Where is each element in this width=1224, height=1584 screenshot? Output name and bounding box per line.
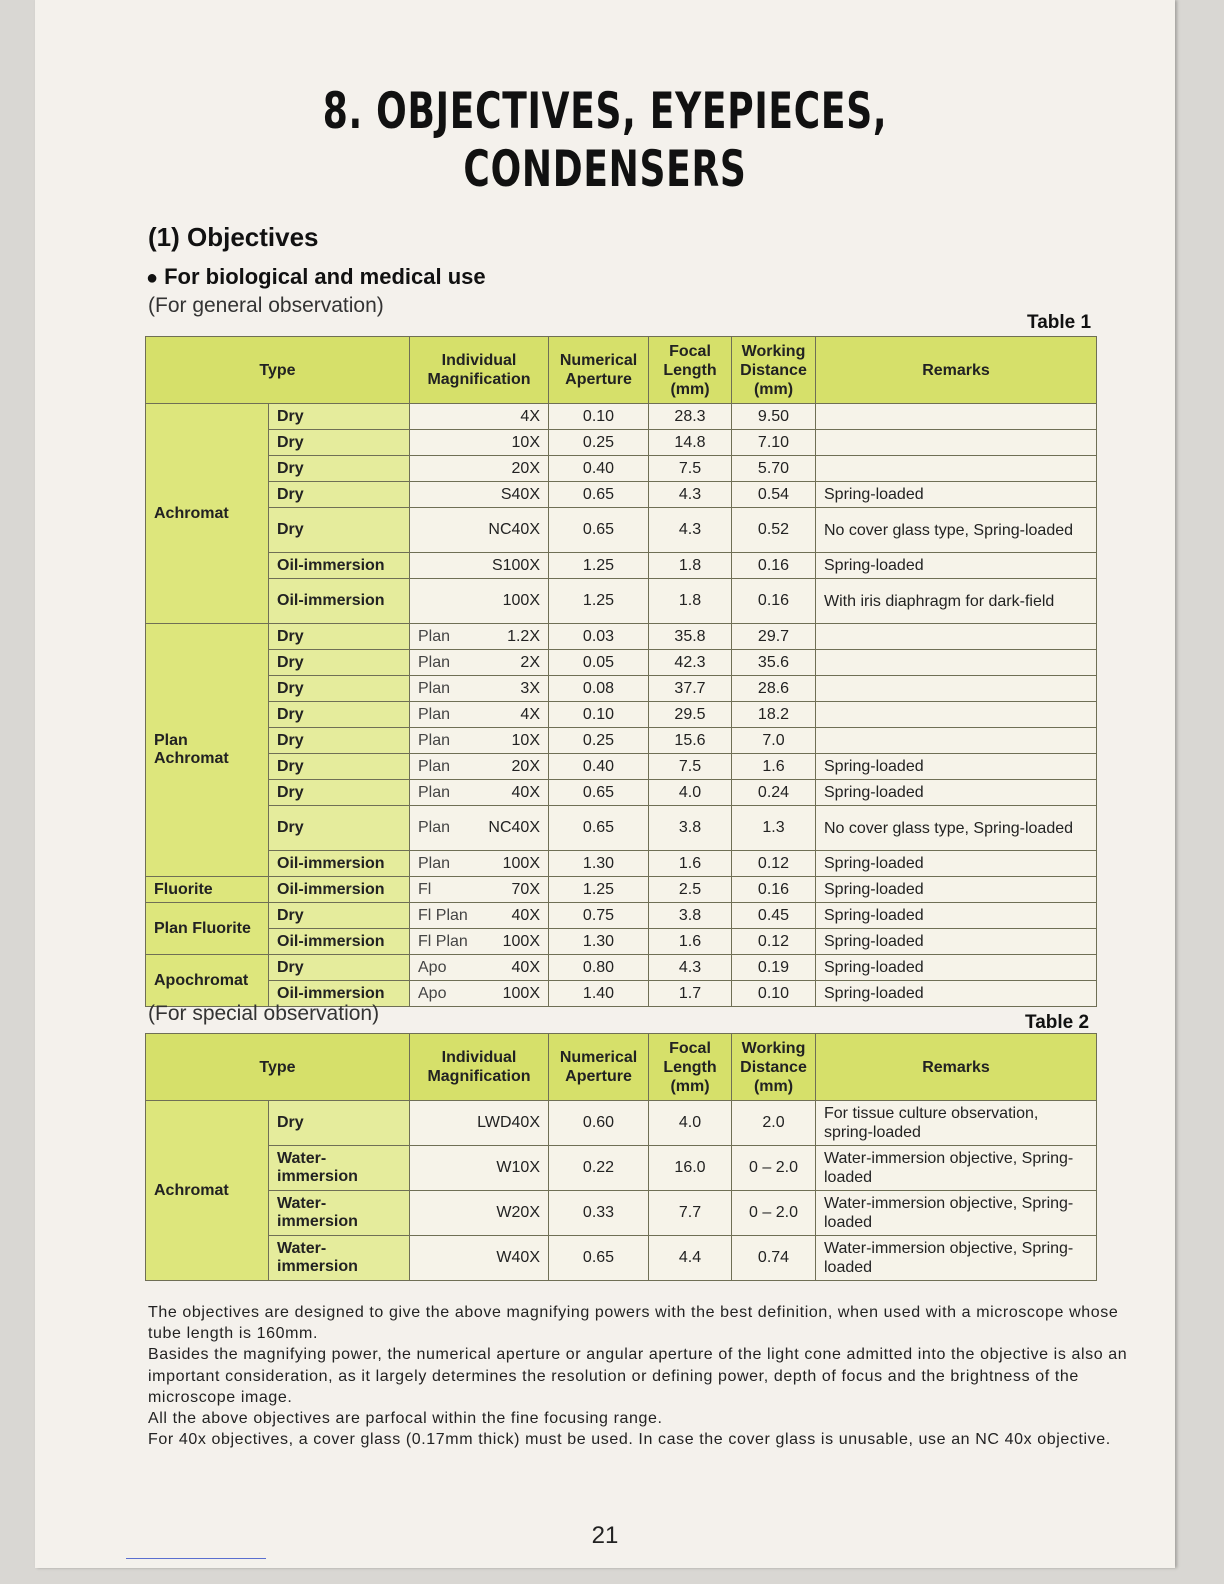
objective-prefix: Plan bbox=[418, 679, 451, 697]
aperture-cell: 0.08 bbox=[549, 676, 649, 702]
working-distance-cell: 0.54 bbox=[732, 482, 816, 508]
aperture-cell: 0.22 bbox=[549, 1146, 649, 1191]
manual-page bbox=[35, 0, 1175, 1568]
working-distance-cell: 0.12 bbox=[732, 929, 816, 955]
remarks-cell: Spring-loaded bbox=[816, 877, 1097, 903]
immersion-type-cell: Dry bbox=[269, 430, 410, 456]
header-remarks: Remarks bbox=[816, 337, 1097, 404]
immersion-type-cell: Dry bbox=[269, 508, 410, 553]
table-row bbox=[146, 903, 1097, 929]
magnification-cell bbox=[410, 851, 549, 877]
aperture-cell: 0.60 bbox=[549, 1101, 649, 1146]
group-cell: Achromat bbox=[146, 1101, 269, 1281]
aperture-cell: 1.30 bbox=[549, 929, 649, 955]
objective-prefix: Fl Plan bbox=[418, 932, 468, 950]
magnification-cell bbox=[410, 1146, 549, 1191]
immersion-type-cell: Dry bbox=[269, 650, 410, 676]
magnification-cell bbox=[410, 430, 549, 456]
magnification-cell bbox=[410, 929, 549, 955]
immersion-type-cell: Dry bbox=[269, 754, 410, 780]
magnification-cell bbox=[410, 508, 549, 553]
aperture-cell: 1.25 bbox=[549, 579, 649, 624]
table-2-label: Table 2 bbox=[1025, 1012, 1090, 1033]
objective-prefix: Fl bbox=[418, 880, 432, 898]
immersion-type-cell: Dry bbox=[269, 728, 410, 754]
page-number: 21 bbox=[591, 1522, 619, 1549]
table-row bbox=[146, 851, 1097, 877]
remarks-cell: Water-immersion objective, Spring-loaded bbox=[816, 1191, 1097, 1236]
magnification-value: W40X bbox=[496, 1249, 540, 1266]
immersion-type-cell: Water-immersion bbox=[269, 1236, 410, 1281]
remarks-cell: Spring-loaded bbox=[816, 553, 1097, 579]
header-working-distance: Working Distance (mm) bbox=[732, 1034, 816, 1101]
immersion-type-cell: Water-immersion bbox=[269, 1146, 410, 1191]
magnification-value: 40X bbox=[511, 783, 540, 801]
remarks-cell: Spring-loaded bbox=[816, 903, 1097, 929]
paragraph: Basides the magnifying power, the numerical aperture or angular aperture of the light cone admitted into the objective is also an important consideration, as it largely determines the resolution or defining power, depth of focus and the brightness of the microscope image. bbox=[148, 1346, 1128, 1406]
group-cell: Plan Achromat bbox=[146, 624, 269, 877]
focal-length-cell: 1.6 bbox=[649, 929, 732, 955]
objective-prefix: Plan bbox=[418, 627, 451, 645]
remarks-cell: Spring-loaded bbox=[816, 955, 1097, 981]
group-cell: Achromat bbox=[146, 404, 269, 624]
focal-length-cell: 28.3 bbox=[649, 404, 732, 430]
immersion-type-cell: Dry bbox=[269, 404, 410, 430]
magnification-value: 4X bbox=[520, 407, 540, 425]
working-distance-cell: 18.2 bbox=[732, 702, 816, 728]
magnification-cell bbox=[410, 579, 549, 624]
immersion-type-cell: Dry bbox=[269, 676, 410, 702]
header-focal-length: Focal Length (mm) bbox=[649, 337, 732, 404]
magnification-cell bbox=[410, 955, 549, 981]
table-row bbox=[146, 676, 1097, 702]
focal-length-cell: 4.0 bbox=[649, 780, 732, 806]
focal-length-cell: 16.0 bbox=[649, 1146, 732, 1191]
focal-length-cell: 7.5 bbox=[649, 754, 732, 780]
paragraph: All the above objectives are parfocal within the fine focusing range. bbox=[148, 1410, 663, 1428]
remarks-cell: For tissue culture observation, spring-loaded bbox=[816, 1101, 1097, 1146]
table-row bbox=[146, 702, 1097, 728]
magnification-cell bbox=[410, 728, 549, 754]
aperture-cell: 0.25 bbox=[549, 728, 649, 754]
table-row bbox=[146, 1191, 1097, 1236]
working-distance-cell: 0.24 bbox=[732, 780, 816, 806]
magnification-value: 10X bbox=[511, 433, 540, 451]
working-distance-cell: 35.6 bbox=[732, 650, 816, 676]
table-row bbox=[146, 1146, 1097, 1191]
immersion-type-cell: Dry bbox=[269, 903, 410, 929]
remarks-cell bbox=[816, 456, 1097, 482]
magnification-value: 10X bbox=[511, 731, 540, 749]
working-distance-cell: 1.3 bbox=[732, 806, 816, 851]
objective-prefix: Plan bbox=[418, 731, 451, 749]
table-row bbox=[146, 806, 1097, 851]
aperture-cell: 0.65 bbox=[549, 482, 649, 508]
focal-length-cell: 14.8 bbox=[649, 430, 732, 456]
header-aperture: Numerical Aperture bbox=[549, 1034, 649, 1101]
immersion-type-cell: Oil-immersion bbox=[269, 851, 410, 877]
header-magnification: Individual Magnification bbox=[410, 337, 549, 404]
immersion-type-cell: Oil-immersion bbox=[269, 579, 410, 624]
magnification-value: W20X bbox=[496, 1204, 540, 1221]
magnification-value: LWD40X bbox=[477, 1114, 540, 1131]
magnification-cell bbox=[410, 780, 549, 806]
section-heading: (1) Objectives bbox=[148, 222, 319, 252]
magnification-cell bbox=[410, 1236, 549, 1281]
table-1-label: Table 1 bbox=[1027, 312, 1092, 333]
immersion-type-cell: Dry bbox=[269, 624, 410, 650]
objective-prefix: Plan bbox=[418, 854, 451, 872]
working-distance-cell: 0.19 bbox=[732, 955, 816, 981]
focal-length-cell: 4.0 bbox=[649, 1101, 732, 1146]
magnification-cell bbox=[410, 702, 549, 728]
aperture-cell: 0.80 bbox=[549, 955, 649, 981]
magnification-value: 100X bbox=[502, 592, 540, 609]
table-row bbox=[146, 482, 1097, 508]
page-title: 8. OBJECTIVES, EYEPIECES, CONDENSERS bbox=[322, 82, 888, 198]
magnification-cell bbox=[410, 806, 549, 851]
magnification-cell bbox=[410, 903, 549, 929]
magnification-value: 1.2X bbox=[507, 627, 540, 645]
focal-length-cell: 42.3 bbox=[649, 650, 732, 676]
focal-length-cell: 4.3 bbox=[649, 508, 732, 553]
focal-length-cell: 2.5 bbox=[649, 877, 732, 903]
focal-length-cell: 35.8 bbox=[649, 624, 732, 650]
group-cell: Apochromat bbox=[146, 955, 269, 1007]
table-row bbox=[146, 430, 1097, 456]
working-distance-cell: 5.70 bbox=[732, 456, 816, 482]
focal-length-cell: 4.3 bbox=[649, 482, 732, 508]
table-row bbox=[146, 404, 1097, 430]
aperture-cell: 1.25 bbox=[549, 553, 649, 579]
working-distance-cell: 7.10 bbox=[732, 430, 816, 456]
objectives-table-2 bbox=[145, 1033, 1097, 1281]
general-observation-note: (For general observation) bbox=[148, 294, 384, 317]
aperture-cell: 0.65 bbox=[549, 780, 649, 806]
explanatory-text bbox=[148, 1302, 1132, 1450]
immersion-type-cell: Oil-immersion bbox=[269, 929, 410, 955]
special-observation-note: (For special observation) bbox=[148, 1002, 380, 1025]
remarks-cell: No cover glass type, Spring-loaded bbox=[816, 508, 1097, 553]
magnification-value: 20X bbox=[511, 757, 540, 775]
table-row bbox=[146, 1236, 1097, 1281]
magnification-cell bbox=[410, 981, 549, 1007]
magnification-value: S40X bbox=[500, 485, 540, 503]
remarks-cell: No cover glass type, Spring-loaded bbox=[816, 806, 1097, 851]
header-remarks: Remarks bbox=[816, 1034, 1097, 1101]
aperture-cell: 0.65 bbox=[549, 806, 649, 851]
working-distance-cell: 0.52 bbox=[732, 508, 816, 553]
subsection-heading bbox=[146, 264, 486, 290]
paragraph: The objectives are designed to give the above magnifying powers with the best definition, when used with a microscope whose tube length is 160mm. bbox=[148, 1304, 1119, 1343]
remarks-cell: With iris diaphragm for dark-field bbox=[816, 579, 1097, 624]
magnification-cell bbox=[410, 456, 549, 482]
immersion-type-cell: Dry bbox=[269, 702, 410, 728]
remarks-cell bbox=[816, 624, 1097, 650]
magnification-cell bbox=[410, 650, 549, 676]
immersion-type-cell: Dry bbox=[269, 806, 410, 851]
focal-length-cell: 3.8 bbox=[649, 903, 732, 929]
objective-prefix: Plan bbox=[418, 819, 451, 836]
magnification-value: 2X bbox=[520, 653, 540, 671]
aperture-cell: 0.05 bbox=[549, 650, 649, 676]
focal-length-cell: 7.7 bbox=[649, 1191, 732, 1236]
magnification-cell bbox=[410, 624, 549, 650]
group-cell: Fluorite bbox=[146, 877, 269, 903]
aperture-cell: 0.40 bbox=[549, 754, 649, 780]
focal-length-cell: 29.5 bbox=[649, 702, 732, 728]
magnification-value: 20X bbox=[511, 459, 540, 477]
remarks-cell bbox=[816, 404, 1097, 430]
working-distance-cell: 0.45 bbox=[732, 903, 816, 929]
objectives-table-1 bbox=[145, 336, 1097, 1007]
aperture-cell: 1.25 bbox=[549, 877, 649, 903]
table-row bbox=[146, 754, 1097, 780]
aperture-cell: 0.65 bbox=[549, 508, 649, 553]
aperture-cell: 0.25 bbox=[549, 430, 649, 456]
table-row bbox=[146, 1101, 1097, 1146]
table-row bbox=[146, 877, 1097, 903]
magnification-value: 100X bbox=[502, 854, 540, 872]
remarks-cell: Spring-loaded bbox=[816, 981, 1097, 1007]
focal-length-cell: 4.4 bbox=[649, 1236, 732, 1281]
aperture-cell: 0.65 bbox=[549, 1236, 649, 1281]
focal-length-cell: 1.8 bbox=[649, 553, 732, 579]
table-row bbox=[146, 780, 1097, 806]
header-magnification: Individual Magnification bbox=[410, 1034, 549, 1101]
remarks-cell: Spring-loaded bbox=[816, 780, 1097, 806]
magnification-cell bbox=[410, 1101, 549, 1146]
magnification-cell bbox=[410, 482, 549, 508]
table-row bbox=[146, 579, 1097, 624]
working-distance-cell: 0.16 bbox=[732, 579, 816, 624]
working-distance-cell: 0.16 bbox=[732, 553, 816, 579]
paragraph: For 40x objectives, a cover glass (0.17mm thick) must be used. In case the cover glass is unusable, use an NC 40x objective. bbox=[148, 1431, 1111, 1449]
focal-length-cell: 1.8 bbox=[649, 579, 732, 624]
objective-prefix: Plan bbox=[418, 705, 451, 723]
immersion-type-cell: Dry bbox=[269, 456, 410, 482]
focal-length-cell: 3.8 bbox=[649, 806, 732, 851]
aperture-cell: 0.10 bbox=[549, 404, 649, 430]
remarks-cell: Water-immersion objective, Spring-loaded bbox=[816, 1236, 1097, 1281]
immersion-type-cell: Water-immersion bbox=[269, 1191, 410, 1236]
aperture-cell: 0.40 bbox=[549, 456, 649, 482]
aperture-cell: 0.10 bbox=[549, 702, 649, 728]
working-distance-cell: 29.7 bbox=[732, 624, 816, 650]
objective-prefix: Apo bbox=[418, 958, 447, 976]
remarks-cell bbox=[816, 430, 1097, 456]
header-aperture: Numerical Aperture bbox=[549, 337, 649, 404]
magnification-value: S100X bbox=[491, 556, 540, 574]
immersion-type-cell: Dry bbox=[269, 780, 410, 806]
immersion-type-cell: Dry bbox=[269, 955, 410, 981]
remarks-cell bbox=[816, 728, 1097, 754]
magnification-value: W10X bbox=[496, 1159, 540, 1176]
remarks-cell: Spring-loaded bbox=[816, 929, 1097, 955]
table-header-row bbox=[146, 337, 1097, 404]
magnification-cell bbox=[410, 553, 549, 579]
magnification-cell bbox=[410, 754, 549, 780]
remarks-cell: Spring-loaded bbox=[816, 754, 1097, 780]
aperture-cell: 1.40 bbox=[549, 981, 649, 1007]
focal-length-cell: 15.6 bbox=[649, 728, 732, 754]
scan-artifact-line bbox=[126, 1558, 266, 1559]
working-distance-cell: 1.6 bbox=[732, 754, 816, 780]
remarks-cell bbox=[816, 702, 1097, 728]
objective-prefix: Plan bbox=[418, 653, 451, 671]
objective-prefix: Plan bbox=[418, 783, 451, 801]
table-row bbox=[146, 929, 1097, 955]
remarks-cell bbox=[816, 676, 1097, 702]
aperture-cell: 0.75 bbox=[549, 903, 649, 929]
table-row bbox=[146, 508, 1097, 553]
working-distance-cell: 28.6 bbox=[732, 676, 816, 702]
table-row bbox=[146, 456, 1097, 482]
magnification-value: 100X bbox=[502, 984, 540, 1002]
focal-length-cell: 4.3 bbox=[649, 955, 732, 981]
magnification-value: NC40X bbox=[488, 521, 540, 538]
working-distance-cell: 0.10 bbox=[732, 981, 816, 1007]
table-row bbox=[146, 624, 1097, 650]
focal-length-cell: 1.7 bbox=[649, 981, 732, 1007]
header-working-distance: Working Distance (mm) bbox=[732, 337, 816, 404]
magnification-value: 4X bbox=[520, 705, 540, 723]
aperture-cell: 0.03 bbox=[549, 624, 649, 650]
working-distance-cell: 0.16 bbox=[732, 877, 816, 903]
aperture-cell: 0.33 bbox=[549, 1191, 649, 1236]
aperture-cell: 1.30 bbox=[549, 851, 649, 877]
group-cell: Plan Fluorite bbox=[146, 903, 269, 955]
magnification-value: 40X bbox=[511, 958, 540, 976]
remarks-cell bbox=[816, 650, 1097, 676]
focal-length-cell: 1.6 bbox=[649, 851, 732, 877]
magnification-value: NC40X bbox=[488, 819, 540, 836]
remarks-cell: Spring-loaded bbox=[816, 851, 1097, 877]
bullet-icon: ● bbox=[146, 267, 159, 289]
working-distance-cell: 9.50 bbox=[732, 404, 816, 430]
immersion-type-cell: Dry bbox=[269, 482, 410, 508]
objective-prefix: Plan bbox=[418, 757, 451, 775]
magnification-cell bbox=[410, 1191, 549, 1236]
magnification-cell bbox=[410, 676, 549, 702]
immersion-type-cell: Oil-immersion bbox=[269, 981, 410, 1007]
magnification-value: 100X bbox=[502, 932, 540, 950]
magnification-value: 70X bbox=[511, 880, 540, 898]
focal-length-cell: 37.7 bbox=[649, 676, 732, 702]
focal-length-cell: 7.5 bbox=[649, 456, 732, 482]
immersion-type-cell: Oil-immersion bbox=[269, 877, 410, 903]
objective-prefix: Fl Plan bbox=[418, 906, 468, 924]
working-distance-cell: 0.12 bbox=[732, 851, 816, 877]
table-row bbox=[146, 650, 1097, 676]
working-distance-cell: 0.74 bbox=[732, 1236, 816, 1281]
immersion-type-cell: Oil-immersion bbox=[269, 553, 410, 579]
working-distance-cell: 0 – 2.0 bbox=[732, 1191, 816, 1236]
header-type: Type bbox=[146, 1034, 410, 1101]
working-distance-cell: 7.0 bbox=[732, 728, 816, 754]
header-focal-length: Focal Length (mm) bbox=[649, 1034, 732, 1101]
magnification-value: 40X bbox=[511, 906, 540, 924]
table-header-row bbox=[146, 1034, 1097, 1101]
header-type: Type bbox=[146, 337, 410, 404]
working-distance-cell: 2.0 bbox=[732, 1101, 816, 1146]
immersion-type-cell: Dry bbox=[269, 1101, 410, 1146]
remarks-cell: Water-immersion objective, Spring-loaded bbox=[816, 1146, 1097, 1191]
working-distance-cell: 0 – 2.0 bbox=[732, 1146, 816, 1191]
table-row bbox=[146, 728, 1097, 754]
remarks-cell: Spring-loaded bbox=[816, 482, 1097, 508]
subsection-text: For biological and medical use bbox=[164, 264, 486, 289]
objective-prefix: Apo bbox=[418, 984, 447, 1002]
magnification-cell bbox=[410, 404, 549, 430]
table-row bbox=[146, 553, 1097, 579]
magnification-value: 3X bbox=[520, 679, 540, 697]
magnification-cell bbox=[410, 877, 549, 903]
table-row bbox=[146, 955, 1097, 981]
